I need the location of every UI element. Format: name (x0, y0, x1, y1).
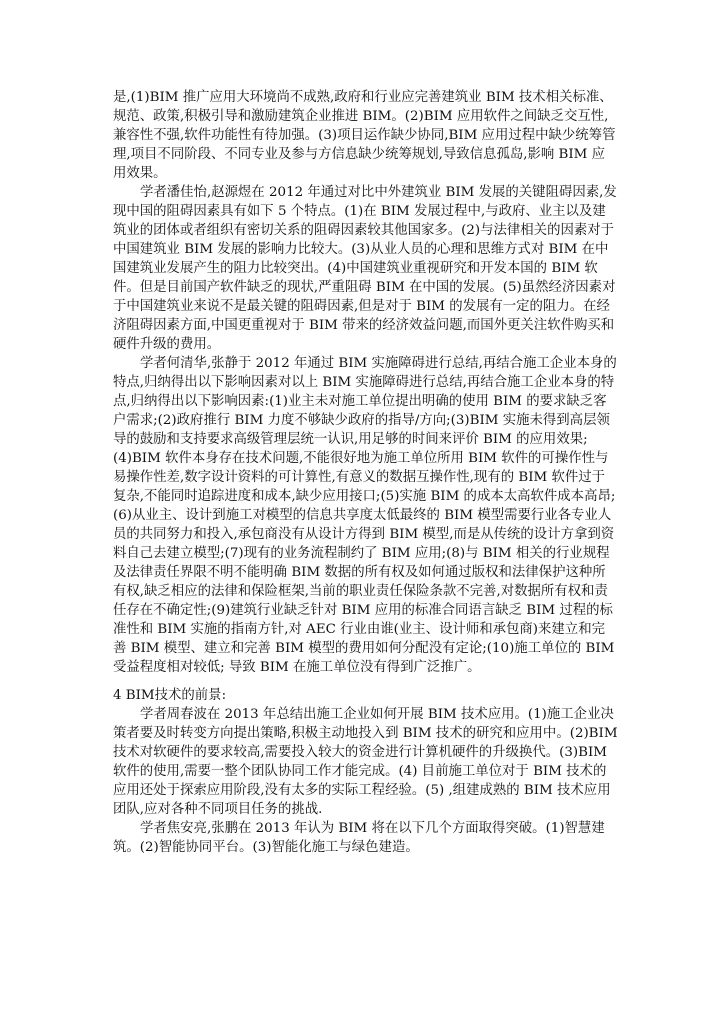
paragraph-zhou-chunbo: 学者周春波在 2013 年总结出施工企业如何开展 BIM 技术应用。(1)施工企业决策者要及时转变方向提出策略,积极主动地投入到 BIM 技术的研究和应用中。(2)BIM 技术对软硬件的要求较高,需要投入较大的资金进行计算机硬件的升级换代。(3)BIM 软件的使用,需要一整个团队协同工作才能完成。(4) 目前施工单位对于 BIM 技术的应用还处于探索应用阶段,没有太多的实际工程经验。(5) ,组建成熟的 BIM 技术应用团队,应对各种不同项目任务的挑战. (113, 707, 618, 817)
document-body (113, 88, 618, 857)
section-heading: 4 BIM技术的前景: (113, 688, 227, 703)
paragraph-jiao-anliang: 学者焦安亮,张鹏在 2013 年认为 BIM 将在以下几个方面取得突破。(1)智慧建筑。(2)智能协同平台。(3)智能化施工与绿色建造。 (113, 821, 605, 855)
paragraph-continuation: 是,(1)BIM 推广应用大环境尚不成熟,政府和行业应完善建筑业 BIM 技术相关标准、规范、政策,积极引导和激励建筑企业推进 BIM。(2)BIM 应用软件之间缺乏交互性,兼容性不强,软件功能性有待加强。(3)项目运作缺少协同,BIM 应用过程中缺少统筹管理,项目不同阶段、不同专业及参与方信息缺少统筹规划,导致信息孤岛,影响 BIM 应用效果。 (113, 90, 616, 181)
paragraph-pan-jiayi: 学者潘佳怡,赵源煜在 2012 年通过对比中外建筑业 BIM 发展的关键阻碍因素,发现中国的阻碍因素具有如下 5 个特点。(1)在 BIM 发展过程中,与政府、业主以及建筑业的团体或者组织有密切关系的阻碍因素较其他国家多。(2)与法律相关的因素对于中国建筑业 BIM 发展的影响力比较大。(3)从业人员的心理和思维方式对 BIM 在中国建筑业发展产生的阻力比较突出。(4)中国建筑业重视研究和开发本国的 BIM 软件。但是目前国产软件缺乏的现状,严重阻碍 BIM 在中国的发展。(5)虽然经济因素对于中国建筑业来说不是最关键的阻碍因素,但是对于 BIM 的发展有一定的阻力。在经济阻碍因素方面,中国更重视对于 BIM 带来的经济效益问题,而国外更关注软件购买和硬件升级的费用。 (113, 185, 617, 352)
paragraph-he-qinghua: 学者何清华,张静于 2012 年通过 BIM 实施障碍进行总结,再结合施工企业本身的特点,归纳得出以下影响因素对以上 BIM 实施障碍进行总结,再结合施工企业本身的特点,归纳得出以下影响因素:(1)业主未对施工单位提出明确的使用 BIM 的要求缺乏客户需求;(2)政府推行 BIM 力度不够缺少政府的指导/方向;(3)BIM 实施未得到高层领导的鼓励和支持要求高级管理层统一认识,用足够的时间来评价 BIM 的应用效果;(4)BIM 软件本身存在技术问题,不能很好地为施工单位所用 BIM 软件的可操作性与易操作性差,数字设计资料的可计算性,有意义的数据互操作性,现有的 BIM 软件过于复杂,不能同时追踪进度和成本,缺少应用接口;(5)实施 BIM 的成本太高软件成本高昂;(6)从业主、设计到施工对模型的信息共享度太低最终的 BIM 模型需要行业各专业人员的共同努力和投入,承包商没有从设计方得到 BIM 模型,而是从传统的设计方拿到资料自己去建立模型;(7)现有的业务流程制约了 BIM 应用;(8)与 BIM 相关的行业规程及法律责任界限不明不能明确 BIM 数据的所有权及如何通过版权和法律保护这种所有权,缺乏相应的法律和保险框架,当前的职业责任保险条款不完善,对数据所有权和责任存在不确定性;(9)建筑行业缺乏针对 BIM 应用的标准合同语言缺乏 BIM 过程的标准性和 BIM 实施的指南方针,对 AEC 行业由谁(业主、设计师和承包商)来建立和完善 BIM 模型、建立和完善 BIM 模型的费用如何分配没有定论;(10)施工单位的 BIM 受益程度相对较低; 导致 BIM 在施工单位没有得到广泛推广。 (113, 356, 617, 675)
